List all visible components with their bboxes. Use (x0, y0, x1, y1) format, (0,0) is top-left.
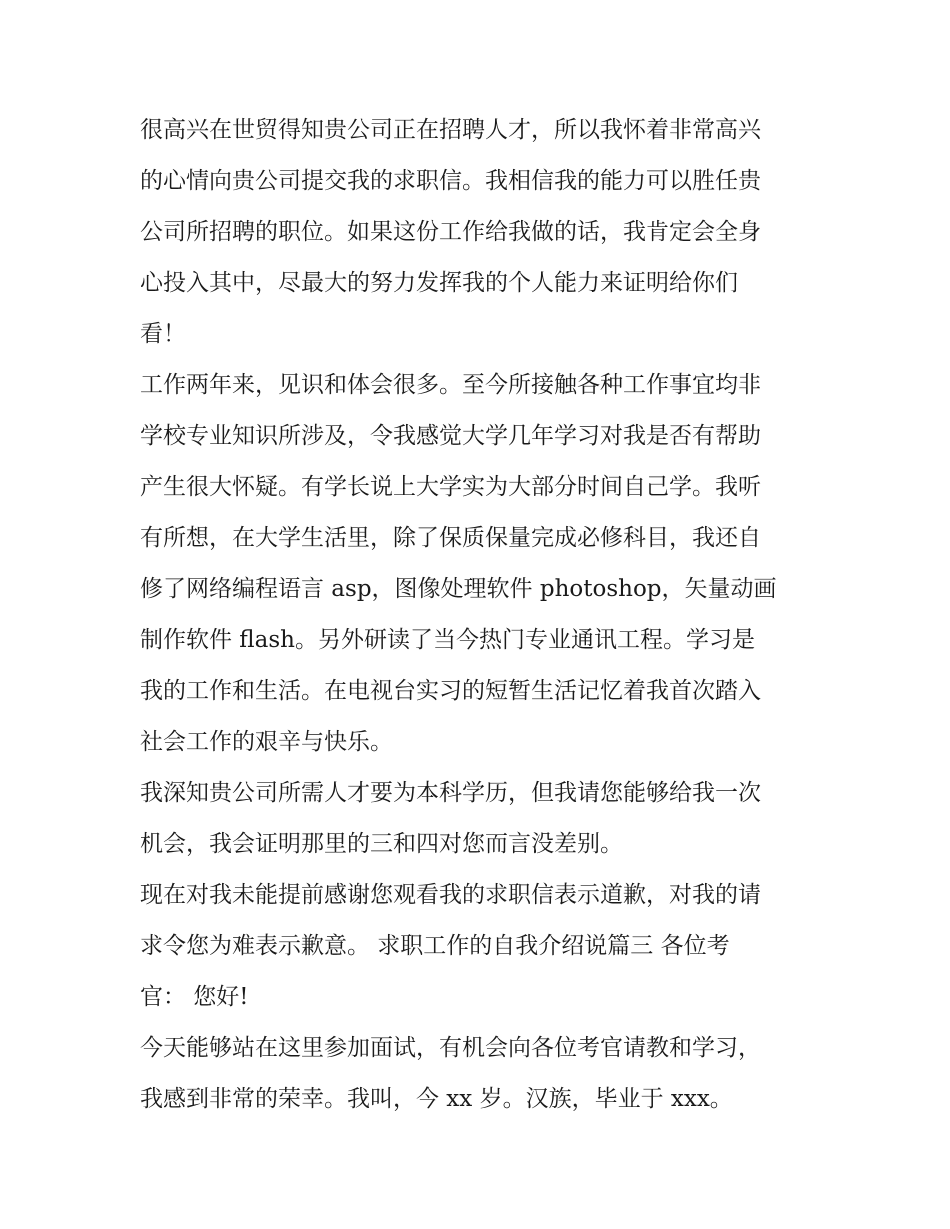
text-line: 官： 您好! (140, 984, 249, 1010)
text-line: 我深知贵公司所需人才要为本科学历，但我请您能够给我一次 (140, 780, 761, 806)
text-line: 修了网络编程语言 asp，图像处理软件 photoshop，矢量动画 (140, 576, 777, 602)
text-line: 的心情向贵公司提交我的求职信。我相信我的能力可以胜任贵 (140, 168, 761, 194)
text-line: 制作软件 flash。另外研读了当今热门专业通讯工程。学习是 (140, 627, 755, 653)
text-line: 产生很大怀疑。有学长说上大学实为大部分时间自己学。我听 (140, 474, 761, 500)
text-line: 我感到非常的荣幸。我叫，今 xx 岁。汉族，毕业于 xxx。 (140, 1086, 733, 1112)
text-line: 今天能够站在这里参加面试，有机会向各位考官请教和学习， (140, 1035, 761, 1061)
text-line: 公司所招聘的职位。如果这份工作给我做的话，我肯定会全身 (140, 219, 761, 245)
text-line: 我的工作和生活。在电视台实习的短暂生活记忆着我首次踏入 (140, 678, 761, 704)
document-body (140, 105, 820, 1125)
text-line: 求令您为难表示歉意。 求职工作的自我介绍说篇三 各位考 (140, 933, 730, 959)
text-line: 有所想，在大学生活里，除了保质保量完成必修科目，我还自 (140, 525, 761, 551)
text-line: 看！ (140, 321, 186, 347)
text-line: 工作两年来，见识和体会很多。至今所接触各种工作事宜均非 (140, 372, 761, 398)
text-line: 很高兴在世贸得知贵公司正在招聘人才，所以我怀着非常高兴 (140, 117, 761, 143)
text-line: 现在对我未能提前感谢您观看我的求职信表示道歉，对我的请 (140, 882, 761, 908)
text-line: 社会工作的艰辛与快乐。 (140, 729, 393, 755)
text-line: 机会，我会证明那里的三和四对您而言没差别。 (140, 831, 623, 857)
text-line: 学校专业知识所涉及，令我感觉大学几年学习对我是否有帮助 (140, 423, 761, 449)
text-line: 心投入其中，尽最大的努力发挥我的个人能力来证明给你们 (140, 270, 738, 296)
